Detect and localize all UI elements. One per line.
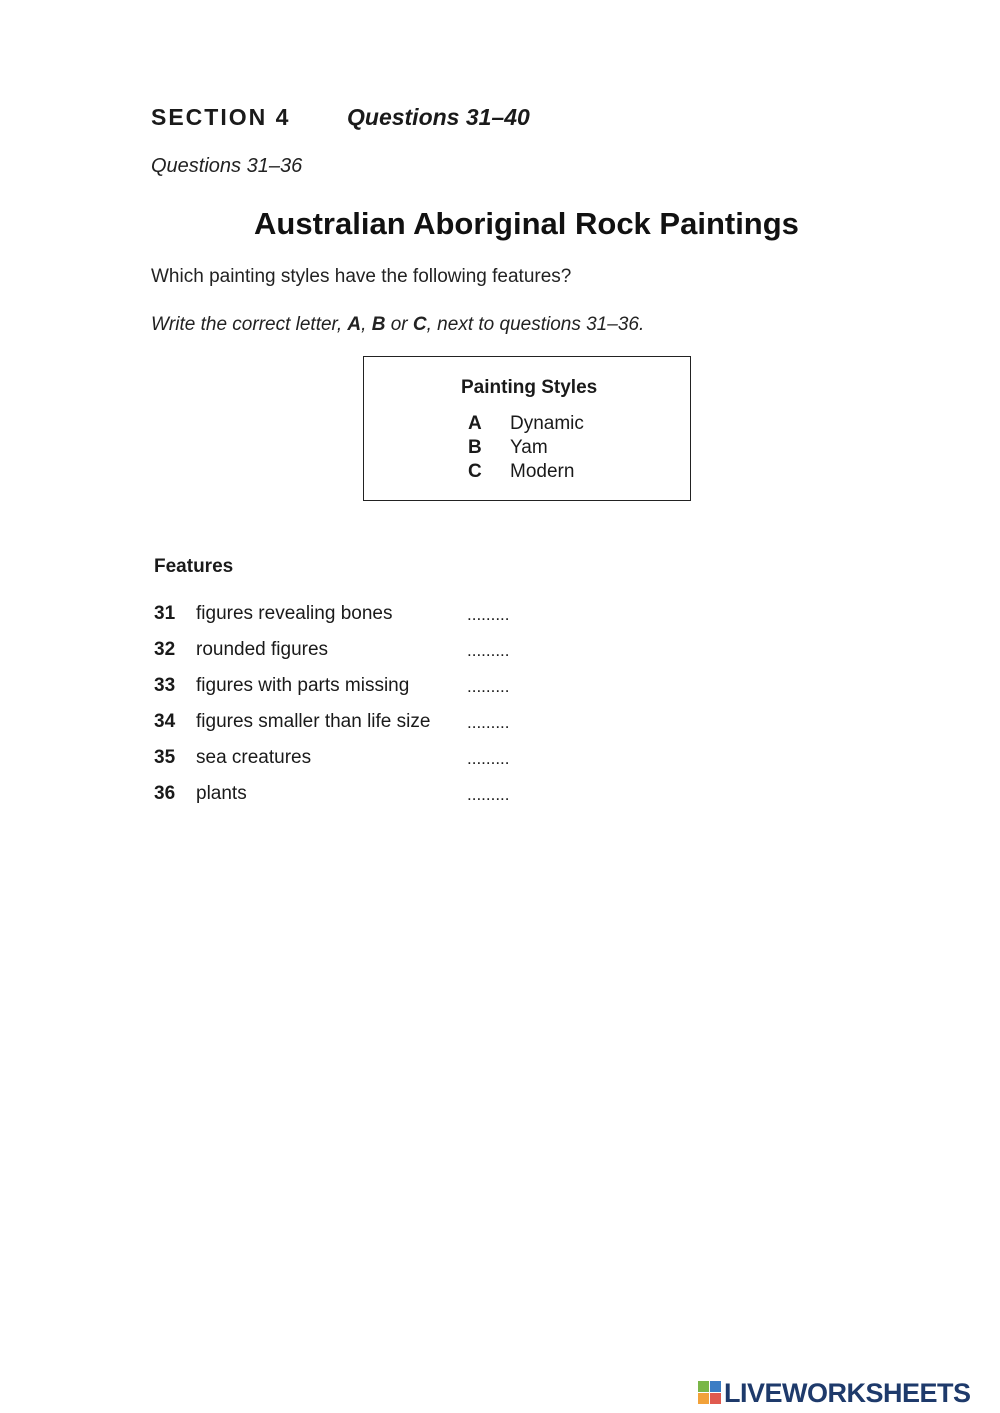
option-letter: B	[468, 437, 482, 458]
answer-blank[interactable]: .........	[467, 785, 510, 804]
feature-text: sea creatures	[196, 747, 312, 768]
painting-styles-title: Painting Styles	[461, 377, 598, 398]
option-label: Dynamic	[510, 413, 584, 434]
style-option-b	[468, 437, 548, 461]
answer-blank[interactable]: .........	[467, 605, 510, 624]
feature-text: figures with parts missing	[196, 675, 410, 696]
style-option-a	[468, 413, 584, 437]
answer-blank[interactable]: .........	[467, 677, 510, 696]
sub-questions-range: Questions 31–36	[151, 155, 303, 177]
features-heading: Features	[154, 556, 234, 577]
question-number: 36	[154, 783, 176, 804]
answer-blank[interactable]: .........	[467, 713, 510, 732]
question-number: 33	[154, 675, 176, 696]
liveworksheets-logo[interactable]	[698, 1378, 971, 1408]
question-prompt: Which painting styles have the following features?	[151, 266, 572, 287]
section-label: SECTION 4	[151, 104, 291, 130]
liveworksheets-logo-icon	[698, 1381, 722, 1405]
feature-text: plants	[196, 783, 247, 804]
feature-text: figures revealing bones	[196, 603, 393, 624]
section-questions-range: Questions 31–40	[347, 104, 530, 130]
question-number: 34	[154, 711, 176, 732]
feature-text: rounded figures	[196, 639, 329, 660]
option-label: Modern	[510, 461, 575, 482]
answer-blank[interactable]: .........	[467, 641, 510, 660]
option-letter: C	[468, 461, 482, 482]
instruction: Write the correct letter, A, B or C, next to questions 31–36.	[151, 314, 645, 335]
question-number: 31	[154, 603, 176, 624]
page-title: Australian Aboriginal Rock Paintings	[254, 206, 799, 241]
painting-styles-box	[363, 356, 691, 501]
feature-text: figures smaller than life size	[196, 711, 431, 732]
liveworksheets-logo-text: LIVEWORKSHEETS	[724, 1377, 971, 1408]
answer-blank[interactable]: .........	[467, 749, 510, 768]
option-letter: A	[468, 413, 482, 434]
option-label: Yam	[510, 437, 548, 458]
question-number: 32	[154, 639, 176, 660]
question-number: 35	[154, 747, 176, 768]
style-option-c	[468, 461, 574, 485]
